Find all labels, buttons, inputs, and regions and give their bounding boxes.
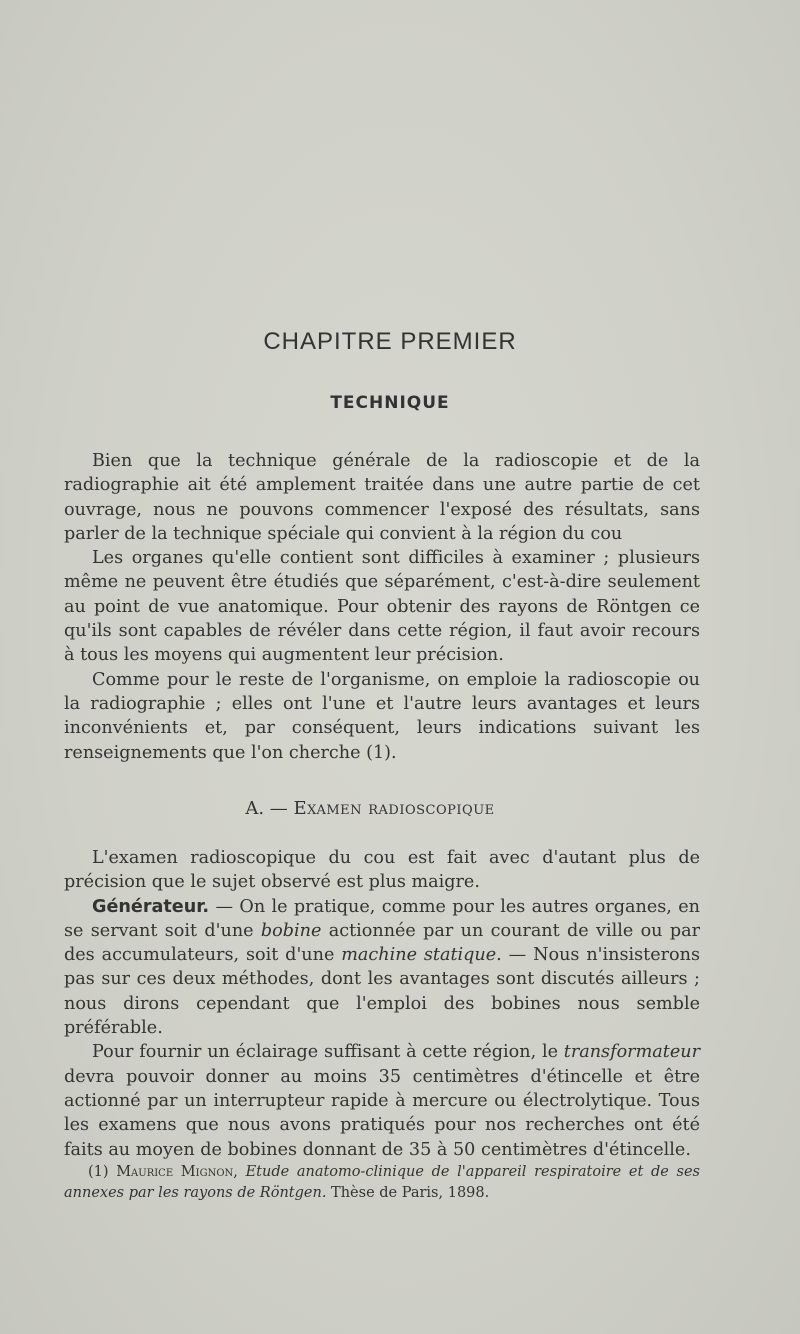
subsection-prefix: A. —	[245, 798, 294, 819]
paragraph-text: devra pouvoir donner au moins 35 centimètres d'étincelle et être actionné par un interrupteur rapide à mercure ou électrolytique. Tous les examens que nous avons pratiqués pour nos recherches ont été faits au moyen de bobines donnant de 35 à 50 centimètres d'étincelle.	[64, 1066, 700, 1160]
footnote-marker: (1)	[88, 1164, 117, 1180]
paragraph: Bien que la technique générale de la radioscopie et de la radiographie ait été amplement traitée dans une autre partie de cet ouvrage, nous ne pouvons commencer l'exposé des résultats, sans parler de la technique spéciale qui convient à la région du cou	[64, 451, 700, 544]
paragraph	[64, 1040, 700, 1161]
paragraph: Comme pour le reste de l'organisme, on emploie la radioscopie ou la radiographie ; elles ont l'une et l'autre leurs avantages et leurs inconvénients et, par conséquent, leurs indications suivant les renseignements que l'on cherche (1).	[64, 669, 700, 763]
footnote-rest: Thèse de Paris, 1898.	[326, 1185, 490, 1201]
emphasis: bobine	[260, 920, 322, 941]
paragraph	[64, 895, 700, 1041]
paragraph: L'examen radioscopique du cou est fait avec d'autant plus de précision que le sujet observé est plus maigre.	[64, 848, 700, 893]
paragraph-lead: Générateur.	[92, 896, 210, 917]
subsection-name: Examen radioscopique	[293, 798, 495, 819]
footnote	[64, 1162, 700, 1204]
paragraph-text: — On le pratique, comme pour les autres organes, en se servant soit d'une	[64, 896, 700, 941]
chapter-title: CHAPITRE PREMIER	[263, 328, 517, 355]
subsection-title	[0, 798, 740, 819]
section-title: TECHNIQUE	[330, 393, 450, 413]
examen-text	[64, 846, 700, 1162]
footnote-title: Etude anatomo-clinique de l'appareil respiratoire et de ses annexes par les rayons de Röntgen.	[64, 1164, 700, 1201]
emphasis: machine statique.	[341, 945, 502, 966]
emphasis: transformateur	[563, 1042, 700, 1063]
footnote-author: Maurice Mignon	[116, 1164, 234, 1180]
paragraph-text: — Nous n'insisterons pas sur ces deux méthodes, dont les avantages sont discutés ailleurs ; nous dirons cependant que l'emploi des bobines nous semble préférable.	[64, 945, 701, 1039]
footnote-sep: ,	[233, 1164, 246, 1180]
paragraph-text: Pour fournir un éclairage suffisant à cette région, le	[92, 1042, 564, 1063]
intro-text	[64, 449, 700, 765]
paragraph: Les organes qu'elle contient sont difficiles à examiner ; plusieurs même ne peuvent être étudiés que séparément, c'est-à-dire seulement au point de vue anatomique. Pour obtenir des rayons de Röntgen ce qu'ils sont capables de révéler dans cette région, il faut avoir recours à tous les moyens qui augmentent leur précision.	[64, 548, 700, 666]
paragraph-text: actionnée par un courant de ville ou par des accumulateurs, soit d'une	[64, 920, 700, 966]
